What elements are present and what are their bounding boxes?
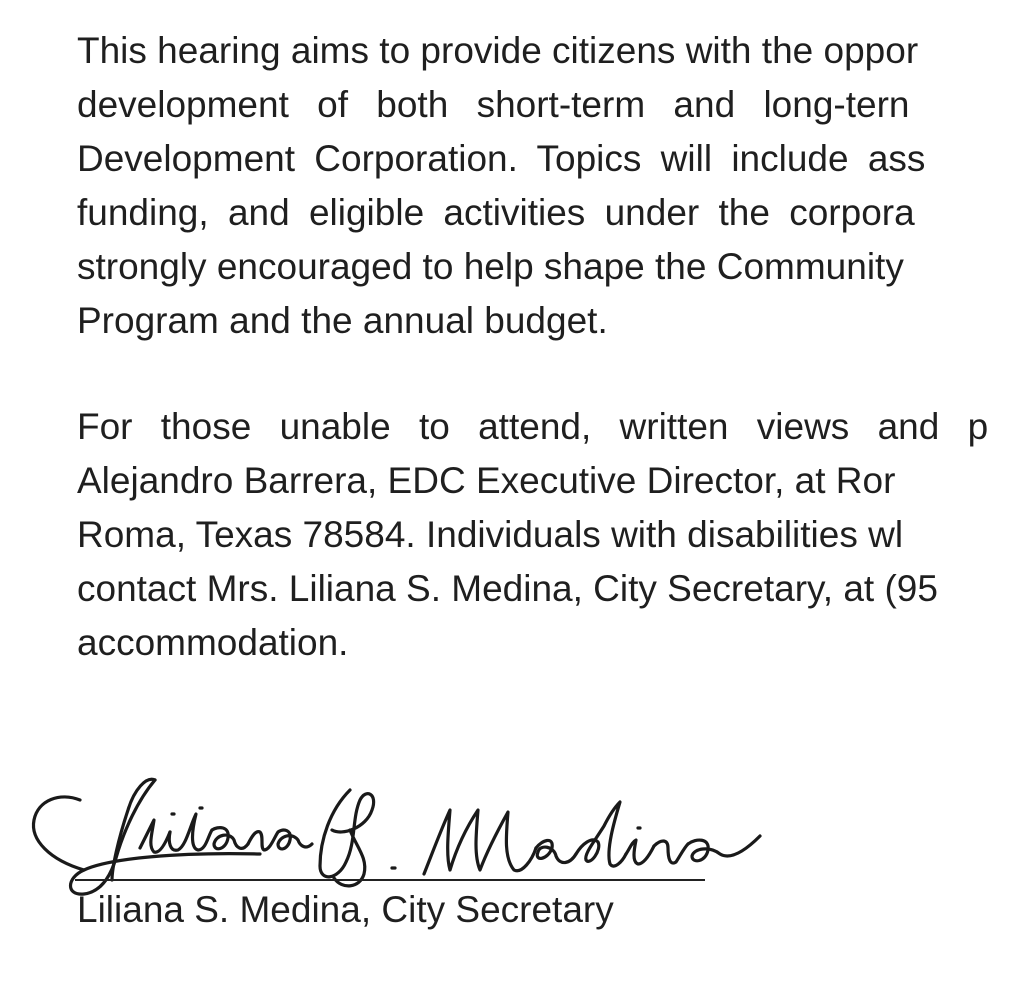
paragraph-1-line-1: This hearing aims to provide citizens with the oppor [77, 30, 919, 71]
paragraph-2-line-4: contact Mrs. Liliana S. Medina, City Secretary, at (95 [77, 568, 938, 609]
paragraph-1-line-5: strongly encouraged to help shape the Community [77, 246, 904, 287]
paragraph-2-line-1: For those unable to attend, written views and p [77, 406, 989, 447]
paragraph-2-line-2: Alejandro Barrera, EDC Executive Director, at Ror [77, 460, 896, 501]
paragraph-1-line-3: Development Corporation. Topics will include ass [77, 138, 926, 179]
signatory-name-title: Liliana S. Medina, City Secretary [77, 889, 614, 930]
paragraph-1-line-4: funding, and eligible activities under the corpora [77, 192, 915, 233]
paragraph-2-line-3: Roma, Texas 78584. Individuals with disabilities wl [77, 514, 904, 555]
paragraph-2-line-5: accommodation. [77, 622, 349, 663]
paragraph-1-line-2: development of both short-term and long-tern [77, 84, 910, 125]
signature-line [75, 879, 705, 881]
paragraph-1-line-6: Program and the annual budget. [77, 300, 608, 341]
